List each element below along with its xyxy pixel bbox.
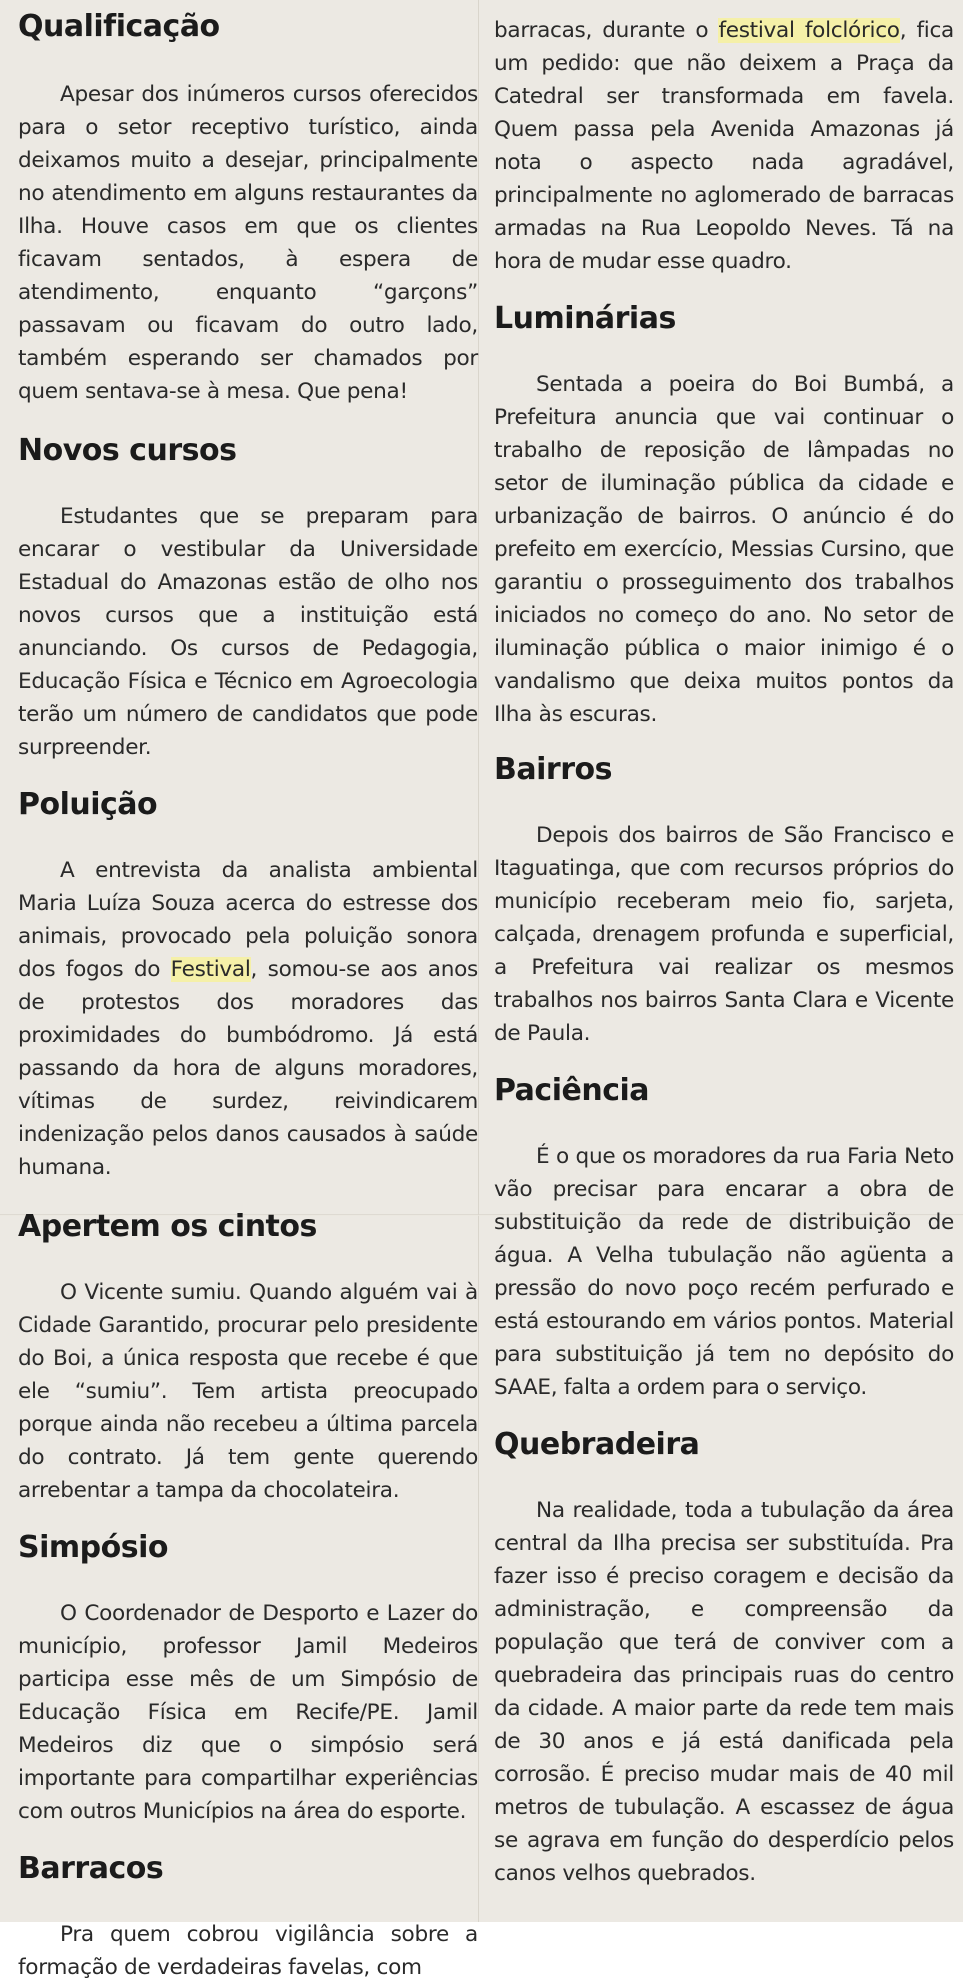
section-heading: Qualificação <box>18 9 220 44</box>
section-luminarias <box>494 300 954 731</box>
section-heading: Novos cursos <box>18 433 237 468</box>
section-heading: Poluição <box>18 787 158 822</box>
section-body: Sentada a poeira do Boi Bumbá, a Prefeitura anuncia que vai continuar o trabalho de reposição de lâmpadas no setor de iluminação pública da cidade e urbanização de bairros. O anúncio é do prefeito em exercício, Messias Cursino, que garantiu o prosseguimento dos trabalhos iniciados no começo do ano. No setor de iluminação pública o maior inimigo é o vandalismo que deixa muitos pontos da Ilha às escuras. <box>494 372 954 727</box>
section-qualificacao <box>18 8 478 408</box>
section-heading: Quebradeira <box>494 1427 700 1462</box>
section-simposio <box>18 1529 478 1828</box>
right-column <box>494 0 954 1890</box>
section-heading: Paciência <box>494 1073 650 1108</box>
section-body: É o que os moradores da rua Faria Neto vão precisar para encarar a obra de substituição da rede de distribuição de água. A Velha tubulação não agüenta a pressão do novo poço recém perfurado e está estourando em vários pontos. Material para substituição já tem no depósito do SAAE, falta a ordem para o serviço. <box>494 1144 954 1400</box>
section-bairros <box>494 751 954 1050</box>
section-body: Na realidade, toda a tubulação da área central da Ilha precisa ser substituída. Pra fazer isso é preciso coragem e decisão da administração, e compreensão da população que terá de conviver com a quebradeira das principais ruas do centro da cidade. A maior parte da rede tem mais de 30 anos e já está danificada pela corrosão. É preciso mudar mais de 40 mil metros de tubulação. A escassez de água se agrava em função do desperdício pelos canos velhos quebrados. <box>494 1498 954 1886</box>
section-body: A entrevista da analista ambiental Maria Luíza Souza acerca do estresse dos animais, provocado pela poluição sonora dos fogos do Festival, somou-se aos anos de protestos dos moradores das proximidades do bumbódromo. Já está passando da hora de alguns moradores, vítimas de surdez, reivindicarem indenização pelos danos causados à saúde humana. <box>18 858 478 1180</box>
section-paciencia <box>494 1072 954 1404</box>
section-body: Pra quem cobrou vigilância sobre a formação de verdadeiras favelas, com <box>18 1922 478 1980</box>
section-poluicao <box>18 786 478 1184</box>
section-body: barracas, durante o festival folclórico, fica um pedido: que não deixem a Praça da Catedral ser transformada em favela. Quem passa pela Avenida Amazonas já nota o aspecto nada agradável, principalmente no aglomerado de barracas armadas na Rua Leopoldo Neves. Tá na hora de mudar esse quadro. <box>494 18 954 274</box>
column-divider <box>478 0 479 1922</box>
section-body: Estudantes que se preparam para encarar o vestibular da Universidade Estadual do Amazonas estão de olho nos novos cursos que a instituição está anunciando. Os cursos de Pedagogia, Educação Física e Técnico em Agroecologia terão um número de candidatos que pode surpreender. <box>18 504 478 760</box>
section-body: O Vicente sumiu. Quando alguém vai à Cidade Garantido, procurar pelo presidente do Boi, a única resposta que recebe é que ele “sumiu”. Tem artista preocupado porque ainda não recebeu a última parcela do contrato. Já tem gente querendo arrebentar a tampa da chocolateira. <box>18 1280 478 1503</box>
section-heading: Luminárias <box>494 301 676 336</box>
section-barracos-continued <box>494 14 954 278</box>
section-heading: Barracos <box>18 1851 164 1886</box>
left-column <box>18 0 478 1984</box>
section-heading: Bairros <box>494 752 612 787</box>
section-apertem-os-cintos <box>18 1208 478 1507</box>
highlight-mark: festival folclórico <box>718 18 900 43</box>
section-body: Apesar dos inúmeros cursos oferecidos para o setor receptivo turístico, ainda deixamos muito a desejar, principalmente no atendimento em alguns restaurantes da Ilha. Houve casos em que os clientes ficavam sentados, à espera de atendimento, enquanto “garçons” passavam ou ficavam do outro lado, também esperando ser chamados por quem sentava-se à mesa. Que pena! <box>18 82 478 404</box>
section-heading: Simpósio <box>18 1530 168 1565</box>
highlight-mark: Festival <box>170 957 251 982</box>
section-body: Depois dos bairros de São Francisco e Itaguatinga, que com recursos próprios do município receberam meio fio, sarjeta, calçada, drenagem profunda e superficial, a Prefeitura vai realizar os mesmos trabalhos nos bairros Santa Clara e Vicente de Paula. <box>494 823 954 1046</box>
section-heading: Apertem os cintos <box>18 1209 317 1244</box>
section-novos-cursos <box>18 432 478 764</box>
section-quebradeira <box>494 1426 954 1890</box>
section-body: O Coordenador de Desporto e Lazer do município, professor Jamil Medeiros participa esse mês de um Simpósio de Educação Física em Recife/PE. Jamil Medeiros diz que o simpósio será importante para compartilhar experiências com outros Municípios na área do esporte. <box>18 1601 478 1824</box>
section-barracos <box>18 1850 478 1984</box>
